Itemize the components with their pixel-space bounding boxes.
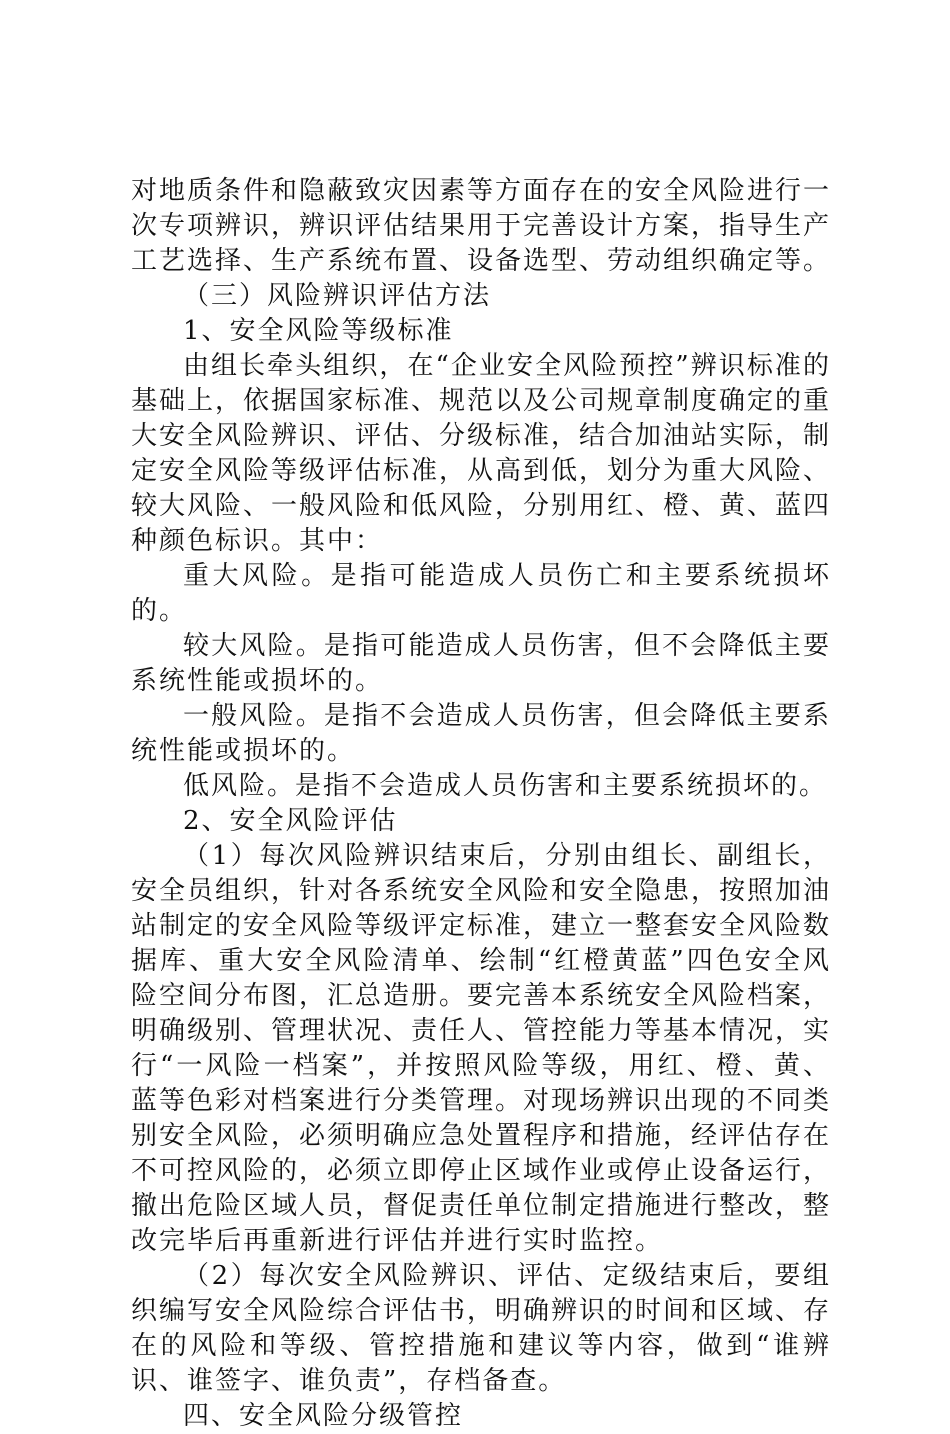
paragraph-risk-standard: 由组长牵头组织，在“企业安全风险预控”辨识标准的基础上，依据国家标准、规范以及公司规章制度确定的重大安全风险辨识、评估、分级标准，结合加油站实际，制定安全风险等级评估标准，从高到低，划分为重大风险、较大风险、一般风险和低风险，分别用红、橙、黄、蓝四种颜色标识。其中： xyxy=(131,351,832,556)
paragraph-assessment-2: （2）每次安全风险辨识、评估、定级结束后，要组织编写安全风险综合评估书，明确辨识的时间和区域、存在的风险和等级、管控措施和建议等内容，做到“谁辨识、谁签字、谁负责”，存档备查。 xyxy=(131,1261,832,1396)
document-body xyxy=(131,174,831,1434)
subheading-risk-level-standard: 1、安全风险等级标准 xyxy=(183,316,454,346)
paragraph-general-risk: 一般风险。是指不会造成人员伤害，但会降低主要系统性能或损坏的。 xyxy=(131,701,831,766)
section-heading-risk-method: （三）风险辨识评估方法 xyxy=(183,281,492,311)
paragraph-low-risk: 低风险。是指不会造成人员伤害和主要系统损坏的。 xyxy=(183,771,828,801)
subheading-risk-assessment: 2、安全风险评估 xyxy=(183,806,398,836)
paragraph-continuation: 对地质条件和隐蔽致灾因素等方面存在的安全风险进行一次专项辨识，辨识评估结果用于完善设计方案，指导生产工艺选择、生产系统布置、设备选型、劳动组织确定等。 xyxy=(131,176,832,276)
paragraph-large-risk: 较大风险。是指可能造成人员伤害，但不会降低主要系统性能或损坏的。 xyxy=(131,631,831,696)
section-heading-risk-control: 四、安全风险分级管控 xyxy=(183,1401,464,1431)
paragraph-major-risk: 重大风险。是指可能造成人员伤亡和主要系统损坏的。 xyxy=(131,561,831,626)
paragraph-assessment-1: （1）每次风险辨识结束后，分别由组长、副组长，安全员组织，针对各系统安全风险和安全隐患，按照加油站制定的安全风险等级评定标准，建立一整套安全风险数据库、重大安全风险清单、绘制“红橙黄蓝”四色安全风险空间分布图，汇总造册。要完善本系统安全风险档案，明确级别、管理状况、责任人、管控能力等基本情况，实行“一风险一档案”，并按照风险等级，用红、橙、黄、蓝等色彩对档案进行分类管理。对现场辨识出现的不同类别安全风险，必须明确应急处置程序和措施，经评估存在不可控风险的，必须立即停止区域作业或停止设备运行，撤出危险区域人员，督促责任单位制定措施进行整改，整改完毕后再重新进行评估并进行实时监控。 xyxy=(131,841,832,1256)
